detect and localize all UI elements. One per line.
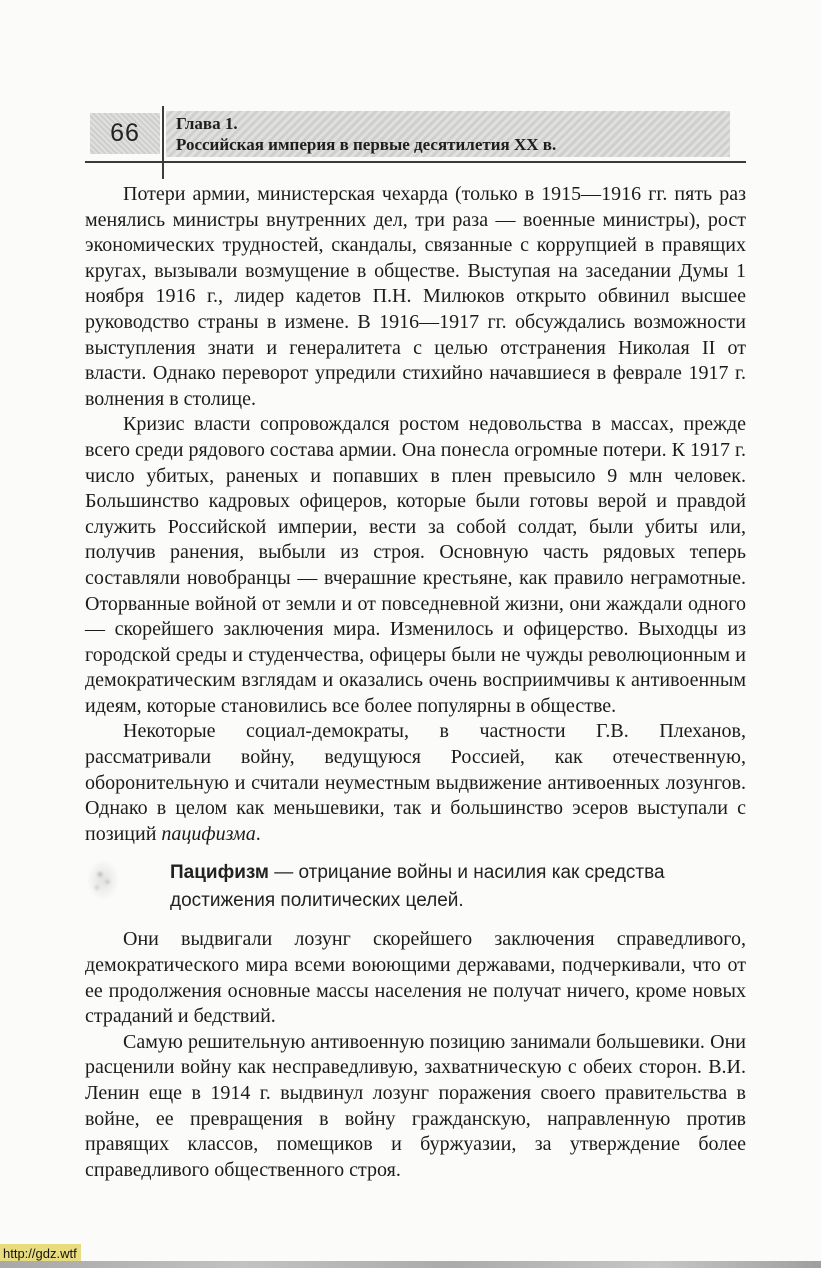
definition-text: — отрицание войны и насилия как средства достижения политических целей. [170, 862, 665, 912]
paragraph: Кризис власти сопровождался ростом недовольства в массах, прежде всего среди рядового состава армии. Она понесла огромные потери. К 1917 г. число убитых, раненых и попавших в плен превысило 9 млн человек. Большинство кадровых офицеров, которые были готовы верой и правдой служить Российской империи, вести за собой солдат, были убиты или, получив ранения, выбыли из строя. Основную часть рядовых теперь составляли новобранцы — вчерашние крестьяне, как правило неграмотные. Оторванные войной от земли и от повседневной жизни, они жаждали одного — скорейшего заключения мира. Изменилось и офицерство. Выходцы из городской среды и студенчества, офицеры были не чужды революционным и демократическим взглядам и оказались очень восприимчивы к антивоенным идеям, которые становились все более популярны в обществе. [85, 413, 746, 717]
definition-block [170, 859, 730, 915]
italic-term: пацифизма [161, 822, 256, 845]
chapter-number: Глава 1. [176, 114, 238, 133]
scan-edge-artifact [0, 1261, 821, 1268]
paragraph: Самую решительную антивоенную позицию занимали большевики. Они расценили войну как несправедливую, захватническую с обеих сторон. В.И. Ленин еще в 1914 г. выдвинул лозунг поражения своего правительства в войне, ее превращения в войну гражданскую, направленную против правящих классов, помещиков и буржуазии, за утверждение более справедливого общественного строя. [85, 1030, 746, 1181]
paragraph: Они выдвигали лозунг скорейшего заключения справедливого, демократического мира всеми воюющими державами, подчеркивали, что от ее продолжения основные массы населения не получат ничего, кроме новых страданий и бедствий. [85, 928, 746, 1028]
paragraph-text: Некоторые социал-демократы, в частности Г.В. Плеханов, рассматривали войну, ведущуюся Россией, как отечественную, оборонительную и считали неуместным выдвижение антивоенных лозунгов. Однако в целом как меньшевики, так и большинство эсеров выступали с позиций [85, 720, 746, 845]
paragraph-text: . [255, 822, 261, 845]
page-number: 66 [90, 113, 160, 154]
chapter-heading [166, 111, 730, 157]
paragraph [85, 719, 746, 847]
header-divider [162, 106, 164, 179]
definition-term: Пацифизм [170, 862, 269, 884]
watermark-url: http://gdz.wtf [0, 1244, 81, 1263]
chapter-title: Российская империя в первые десятилетия XX в. [176, 135, 557, 154]
definition-marker-icon [88, 861, 118, 899]
header-rule [85, 161, 746, 163]
page-body [85, 182, 746, 1183]
paragraph: Потери армии, министерская чехарда (только в 1915—1916 гг. пять раз менялись министры внутренних дел, три раза — военные министры), рост экономических трудностей, скандалы, связанные с коррупцией в правящих кругах, вызывали возмущение в обществе. Выступая на заседании Думы 1 ноября 1916 г., лидер кадетов П.Н. Милюков открыто обвинил высшее руководство страны в измене. В 1916—1917 гг. обсуждались возможности выступления знати и генералитета с целью отстранения Николая II от власти. Однако переворот упредили стихийно начавшиеся в феврале 1917 г. волнения в столице. [85, 183, 746, 410]
